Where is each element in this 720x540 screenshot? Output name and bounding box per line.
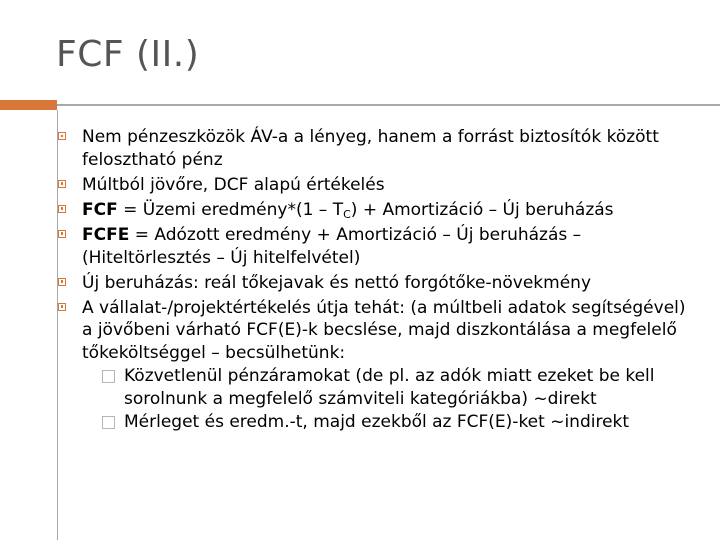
bullet-text: Múltból jövőre, DCF alapú értékelés (82, 174, 385, 195)
square-bullet-icon (58, 180, 66, 188)
square-bullet-icon (58, 303, 66, 311)
bullet-item (58, 126, 698, 172)
sub-bullet-item (102, 365, 698, 411)
bullet-text: = Üzemi eredmény*(1 – T (117, 199, 344, 220)
square-bullet-icon (58, 278, 66, 286)
bullet-text: = Adózott eredmény + Amortizáció – Új beruházás – (Hiteltörlesztés – Új hitelfelvétel) (82, 224, 582, 268)
hollow-square-bullet-icon (102, 416, 115, 429)
square-bullet-icon (58, 132, 66, 140)
term-label: FCFE (82, 224, 130, 245)
sub-bullet-item (102, 411, 698, 434)
bullet-text: ) + Amortizáció – Új beruházás (350, 199, 614, 220)
accent-bar (0, 100, 57, 110)
square-bullet-icon (58, 205, 66, 213)
sub-bullet-list (102, 365, 698, 433)
accent-line-horizontal (57, 104, 720, 106)
sub-bullet-text: Mérleget és eredm.-t, majd ezekből az FCF(E)-ket ~indirekt (124, 411, 630, 432)
square-bullet-icon (58, 230, 66, 238)
bullet-item (58, 199, 698, 222)
hollow-square-bullet-icon (102, 370, 115, 383)
sub-bullet-text: Közvetlenül pénzáramokat (de pl. az adók miatt ezeket be kell sorolnunk a megfelelő számviteli kategóriákba) ~direkt (124, 365, 655, 409)
bullet-text: A vállalat-/projektértékelés útja tehát: (a múltbeli adatok segítségével) a jövőbeni várható FCF(E)-k becslése, majd diszkontálása a megfelelő tőkeköltséggel – becsülhetünk: (82, 297, 686, 364)
slide-title: FCF (II.) (56, 34, 200, 75)
subscript: C (343, 207, 351, 221)
bullet-text: Új beruházás: reál tőkejavak és nettó forgótőke-növekmény (82, 272, 592, 293)
bullet-item (58, 272, 698, 295)
term-label: FCF (82, 199, 118, 220)
bullet-text: Nem pénzeszközök ÁV-a a lényeg, hanem a forrást biztosítók között felosztható pénz (82, 127, 659, 170)
bullet-list (58, 126, 698, 435)
bullet-item (58, 174, 698, 197)
bullet-item (58, 297, 698, 434)
bullet-item (58, 224, 698, 270)
